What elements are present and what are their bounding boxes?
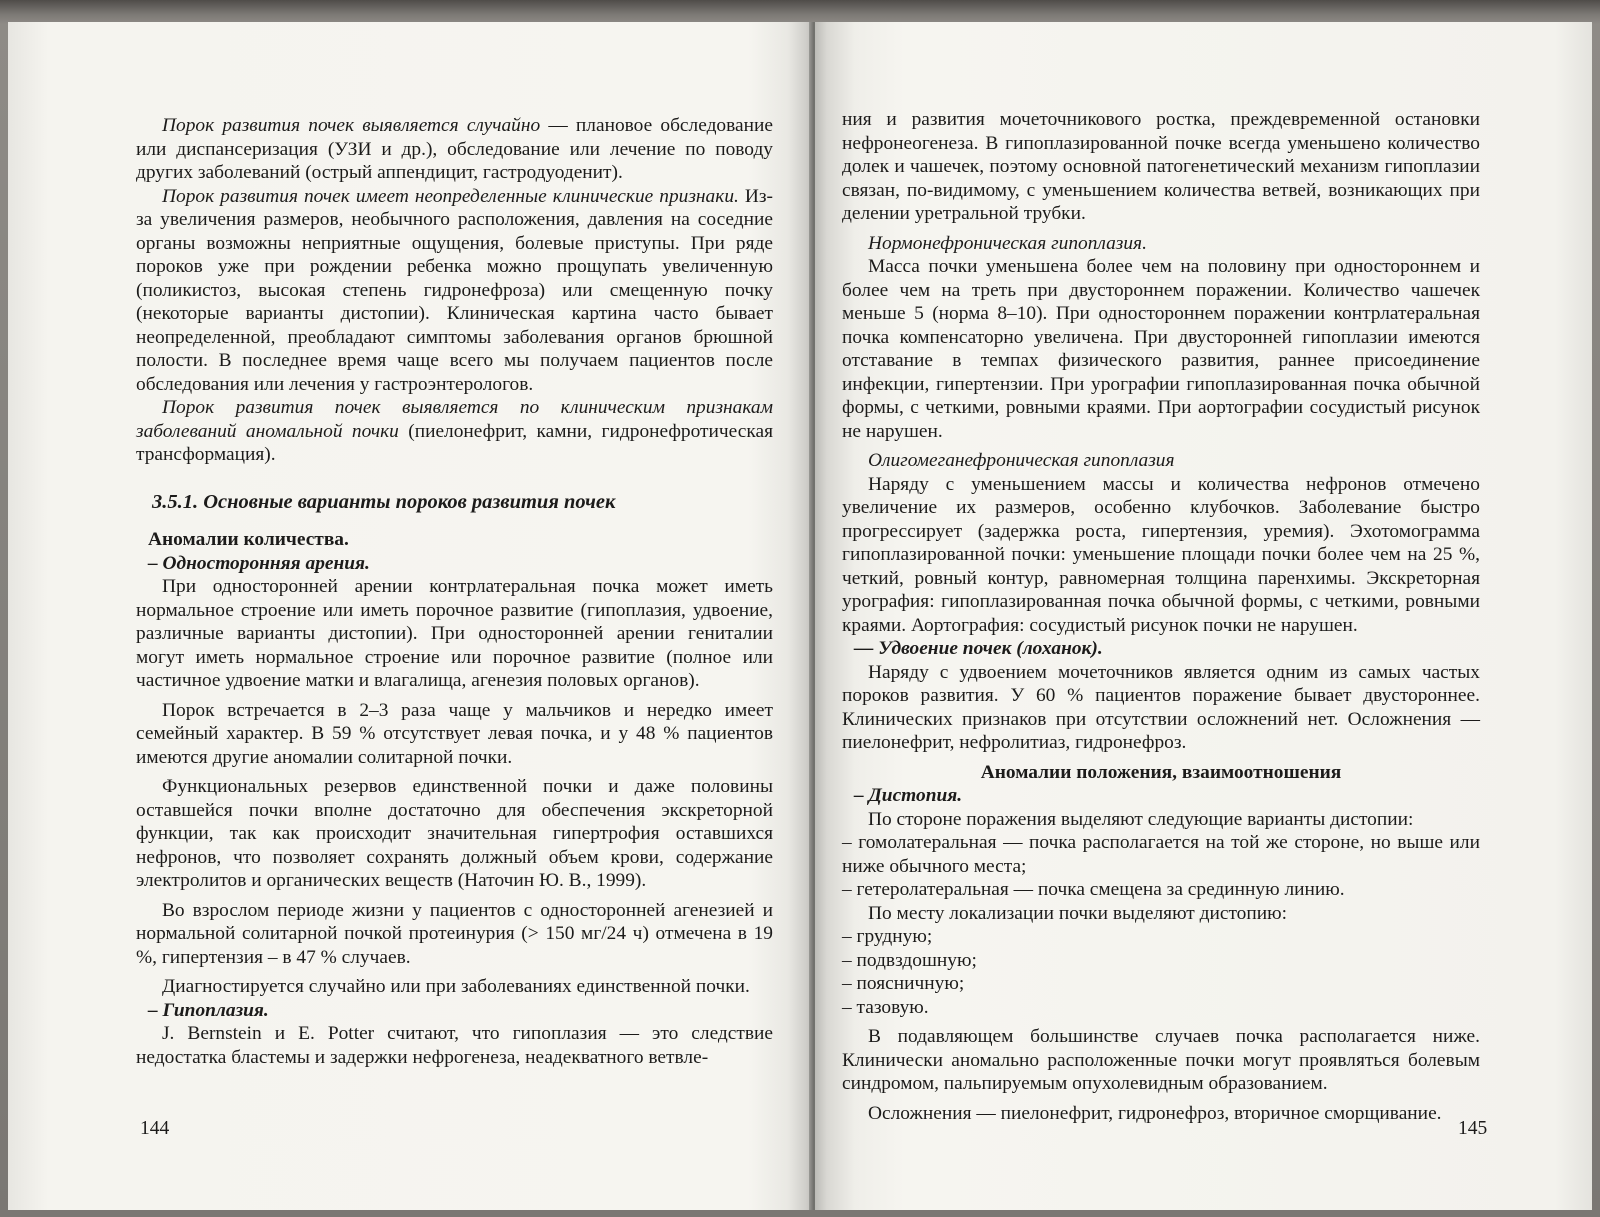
subheading-oligomeganephronic: Олигомеганефроническая гипоплазия — [868, 450, 1175, 471]
list-item: – поясничную; — [842, 973, 965, 994]
paragraph: Диагностируется случайно или при заболеваниях единственной почки. — [162, 976, 750, 997]
list-item: – гомолатеральная — почка располагается на той же стороне, но выше или ниже обычного места; — [842, 832, 1480, 877]
paragraph: Масса почки уменьшена более чем на половину при одностороннем и более чем на треть при двустороннем поражении. Количество чашечек меньше 5 (норма 8–10). При одностороннем поражении контрлатеральная почка компенсаторно увеличена. При двусторонней гипоплазии имеются отставание в темпах физического развития, раннее присоединение инфекции, гипертензии. При урографии гипоплазированная почка обычной формы, с четкими, ровными краями. При аортографии сосудистый рисунок не нарушен. — [842, 256, 1480, 442]
paragraph — [136, 396, 773, 467]
subheading-agenesis: – Односторонняя арения. — [148, 552, 370, 574]
left-text-column — [136, 114, 773, 1069]
subheading-dystopia: – Дистопия. — [854, 785, 963, 806]
list-item: – гетеролатеральная — почка смещена за срединную линию. — [842, 879, 1345, 900]
paragraph: В подавляющем большинстве случаев почка располагается ниже. Клинически аномально расположенные почки могут проявляться болевым синдромом, пальпируемым опухолевидным образованием. — [842, 1026, 1480, 1094]
paragraph: J. Bernstein и E. Potter считают, что гипоплазия — это следствие недостатка бластемы и задержки нефрогенеза, неадекватного ветвле- — [136, 1023, 773, 1068]
subheading-normonephronic: Нормонефроническая гипоплазия. — [868, 232, 1147, 254]
list-item: – подвздошную; — [842, 949, 977, 971]
paragraph-text: — плановое обследование или диспансеризация (УЗИ и др.), обследование или лечение по поводу других заболеваний (острый аппендицит, гастродуоденит). — [136, 115, 773, 183]
paragraph: Функциональных резервов единственной почки и даже половины оставшейся почки вполне достаточно для обеспечения экскреторной функции, так как происходит значительная гипертрофия оставшихся нефронов, что позволяет сохранять должный объем крови, содержание электролитов и органических веществ (Наточин Ю. В., 1999). — [136, 776, 773, 891]
paragraph: Порок встречается в 2–3 раза чаще у мальчиков и нередко имеет семейный характер. В 59 % отсутствует левая почка, и у 48 % пациентов имеются другие аномалии солитарной почки. — [136, 699, 773, 768]
left-page — [8, 22, 815, 1210]
paragraph: Наряду с удвоением мочеточников является одним из самых частых пороков развития. У 60 % пациентов поражение бывает двустороннее. Клинических признаков при отсутствии осложнений нет. Осложнения — пиелонефрит, нефролитиаз, гидронефроз. — [842, 661, 1480, 753]
paragraph: Осложнения — пиелонефрит, гидронефроз, вторичное сморщивание. — [868, 1102, 1442, 1124]
right-page — [815, 22, 1592, 1210]
paragraph: Во взрослом периоде жизни у пациентов с односторонней агенезией и нормальной солитарной почкой протеинурия (> 150 мг/24 ч) отмечена в 19 %, гипертензия – в 47 % случаев. — [136, 899, 773, 968]
paragraph: По стороне поражения выделяют следующие варианты дистопии: — [868, 808, 1414, 830]
italic-lead: Порок развития почек выявляется по клиническим признакам заболеваний аномальной почки — [136, 397, 773, 442]
italic-lead: Порок развития почек выявляется случайно — [162, 115, 541, 136]
section-heading: 3.5.1. Основные варианты пороков развития почек — [152, 490, 616, 513]
italic-lead: Порок развития почек имеет неопределенные клинические признаки. — [162, 185, 739, 207]
page-number: 144 — [140, 1118, 170, 1139]
subheading-position-anomalies: Аномалии положения, взаимоотношения — [980, 761, 1342, 783]
list-item: – грудную; — [842, 926, 933, 947]
subheading-hypoplasia: – Гипоплазия. — [148, 999, 269, 1021]
subheading-duplication: — Удвоение почек (лоханок). — [854, 638, 1103, 659]
paragraph — [136, 114, 773, 185]
subheading-anomalies-quantity: Аномалии количества. — [148, 529, 349, 550]
page-number: 145 — [1458, 1118, 1488, 1139]
paragraph: По месту локализации почки выделяют дистопию: — [868, 902, 1288, 924]
paragraph — [136, 185, 773, 397]
paragraph-text: Из-за увеличения размеров, необычного расположения, давления на соседние органы возможны неприятные ощущения, болевые приступы. При ряде пороков уже при рождении ребенка можно прощупать увеличенную (поликистоз, высокая степень гидронефроза) или смещенную почку (некоторые варианты дистопии). Клиническая картина часто бывает неопределенной, преобладают симптомы заболевания органов брюшной полости. В последнее время чаще всего мы получаем пациентов после обследования или лечения у гастроэнтерологов. — [136, 185, 773, 395]
paragraph: ния и развития мочеточникового ростка, преждевременной остановки нефронеогенеза. В гипоплазированной почке всегда уменьшено количество долек и чашечек, поэтому основной патогенетический механизм гипоплазии связан, по-видимому, с уменьшением количества ветвей, возникающих при делении уретральной трубки. — [842, 109, 1480, 224]
paragraph: При односторонней арении контрлатеральная почка может иметь нормальное строение или иметь порочное развитие (гипоплазия, удвоение, различные варианты дистопии). При односторонней арении гениталии могут иметь нормальное строение или порочное развитие (полное или частичное удвоение матки и влагалища, агенезия половых органов). — [136, 576, 773, 691]
paragraph-text: (пиелонефрит, камни, гидронефротическая трансформация). — [136, 420, 774, 465]
list-item: – тазовую. — [842, 996, 929, 1018]
paragraph: Наряду с уменьшением массы и количества нефронов отмечено увеличение их размеров, особенно клубочков. Заболевание быстро прогрессирует (задержка роста, гипертензия, уремия). Эхотомограмма гипоплазированной почки: уменьшение площади почки более чем на 25 %, четкий, ровный контур, равномерная толщина паренхимы. Экскреторная урография: гипоплазированная почка обычной формы, с четкими, ровными краями. Аортография: сосудистый рисунок почки не нарушен. — [842, 473, 1480, 636]
right-text-column — [842, 108, 1480, 1125]
